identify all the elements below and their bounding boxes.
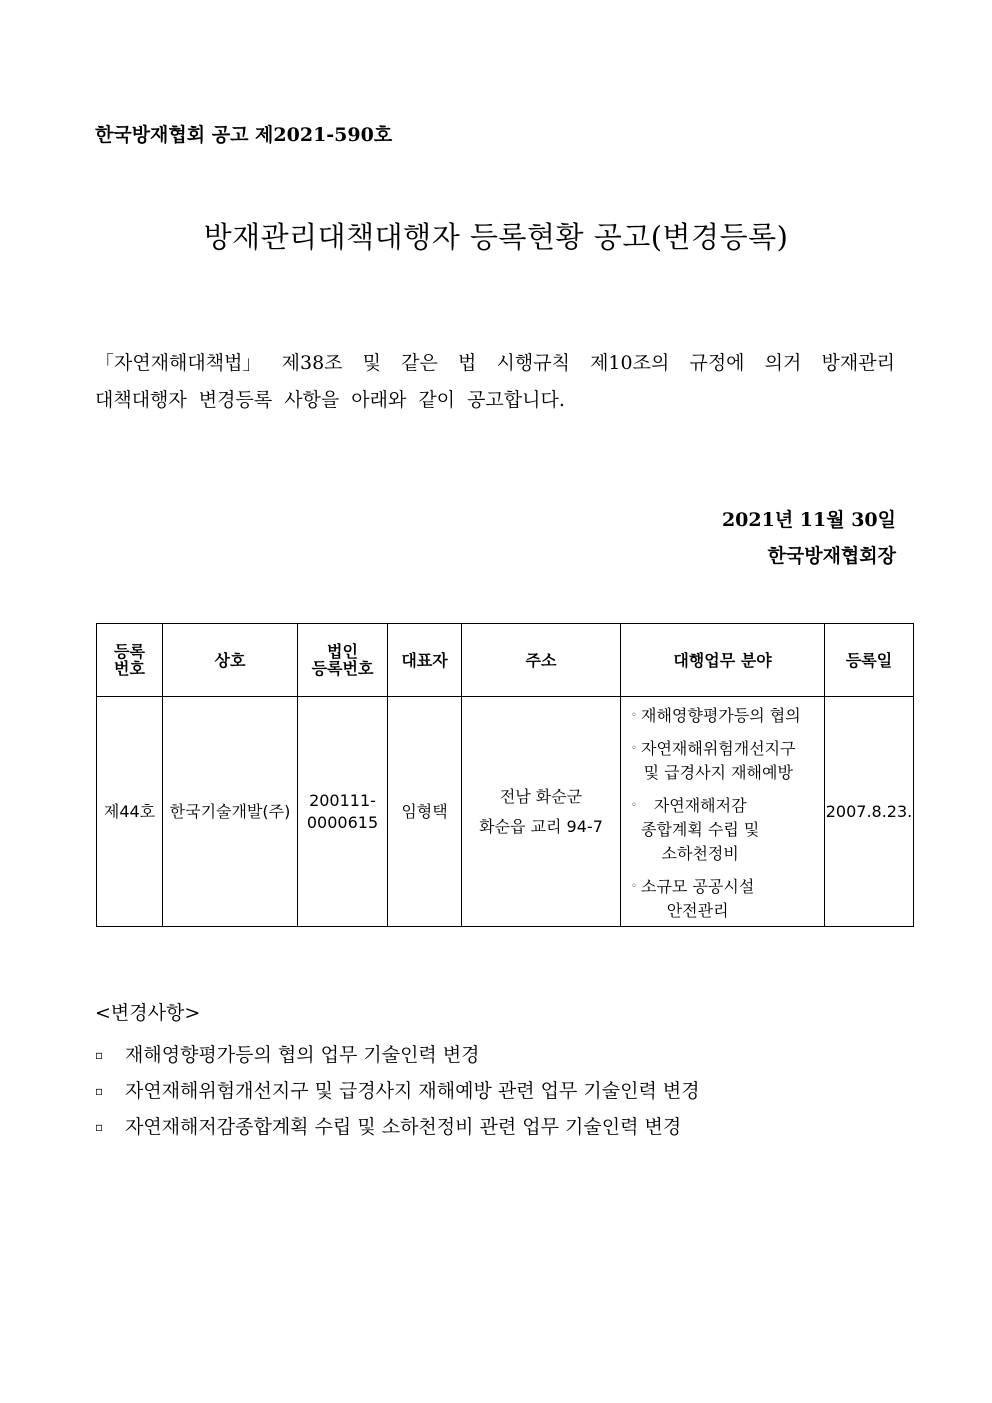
header-address: 주소 [462,624,621,697]
header-reg-date: 등록일 [825,624,914,697]
intro-word: 사항을 [284,389,340,411]
page-title: 방재관리대책대행자 등록현황 공고(변경등록) [203,220,789,254]
circle-bullet-icon: ◦ [631,709,637,721]
square-bullet-icon: ▫ [95,1084,104,1098]
intro-word: 시행규칙 [496,352,570,374]
cell-corp-no: 200111- 0000615 [298,697,388,927]
notice-date: 2021년 11월 30일 [721,509,896,531]
duty-item [627,737,824,785]
table-header-row [97,624,914,697]
cell-representative: 임형택 [388,697,462,927]
notice-number: 한국방재협회 공고 제2021-590호 [95,124,393,146]
list-item [95,1073,700,1109]
duty-text: 재해영향평가등의 협의 [641,705,801,725]
intro-word: 대책대행자 [95,389,187,411]
header-corp-no: 법인 등록번호 [298,624,388,697]
duty-item [627,704,824,728]
square-bullet-icon: ▫ [95,1120,104,1134]
duty-text: 자연재해위험개선지구 및 급경사지 재해예방 [641,738,796,782]
cell-company: 한국기술개발(주) [163,697,298,927]
cell-reg-date: 2007.8.23. [825,697,914,927]
duty-item [627,875,824,923]
intro-word: 공고합니다. [467,389,565,411]
intro-word: 변경등록 [198,389,273,411]
duty-text: 자연재해저감 종합계획 수립 및 소하천정비 [641,795,760,863]
list-item [95,1037,700,1073]
intro-word: 의거 [764,352,802,374]
header-duties: 대행업무 분야 [621,624,825,697]
change-text: 자연재해저감종합계획 수립 및 소하천정비 관련 업무 기술인력 변경 [125,1116,682,1138]
issuer-name: 한국방재협회장 [767,545,896,567]
list-item [95,1109,700,1145]
intro-word: 및 [362,352,382,374]
intro-word: 규정에 [689,352,745,374]
intro-word: 같은 [401,352,438,374]
duty-item [627,794,824,866]
table-row [97,697,914,927]
circle-bullet-icon: ◦ [631,880,637,892]
circle-bullet-icon: ◦ [631,742,637,754]
intro-line-2 [95,382,895,419]
cell-duties [621,697,825,927]
intro-paragraph [95,345,895,419]
intro-word: 제10조의 [590,352,670,374]
header-representative: 대표자 [388,624,462,697]
change-text: 재해영향평가등의 협의 업무 기술인력 변경 [125,1044,480,1066]
intro-word: 제38조 [281,352,343,374]
change-text: 자연재해위험개선지구 및 급경사지 재해예방 관련 업무 기술인력 변경 [125,1080,700,1102]
header-reg-no: 등록 번호 [97,624,163,697]
circle-bullet-icon: ◦ [631,799,637,811]
header-company: 상호 [163,624,298,697]
intro-word: 「자연재해대책법」 [95,352,262,374]
intro-word: 아래와 [351,389,407,411]
square-bullet-icon: ▫ [95,1048,104,1062]
cell-address: 전남 화순군 화순읍 교리 94-7 [462,697,621,927]
changes-section [95,998,700,1145]
intro-word: 방재관리 [821,352,895,374]
duty-text: 소규모 공공시설 안전관리 [641,876,755,920]
registration-table [96,623,914,927]
intro-word: 법 [458,352,477,374]
intro-word: 같이 [418,389,456,411]
changes-title: <변경사항> [95,1002,201,1024]
intro-line-1 [95,345,895,382]
cell-reg-no: 제44호 [97,697,163,927]
